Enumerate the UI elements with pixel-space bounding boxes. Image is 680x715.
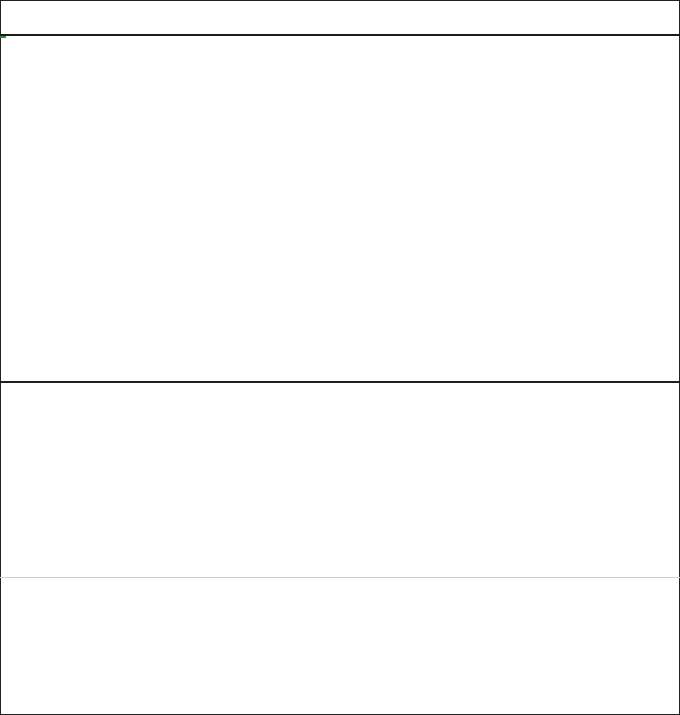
title-accent	[0, 36, 6, 38]
title-divider	[0, 34, 680, 36]
note-divider	[0, 577, 680, 578]
section-divider	[0, 381, 680, 383]
